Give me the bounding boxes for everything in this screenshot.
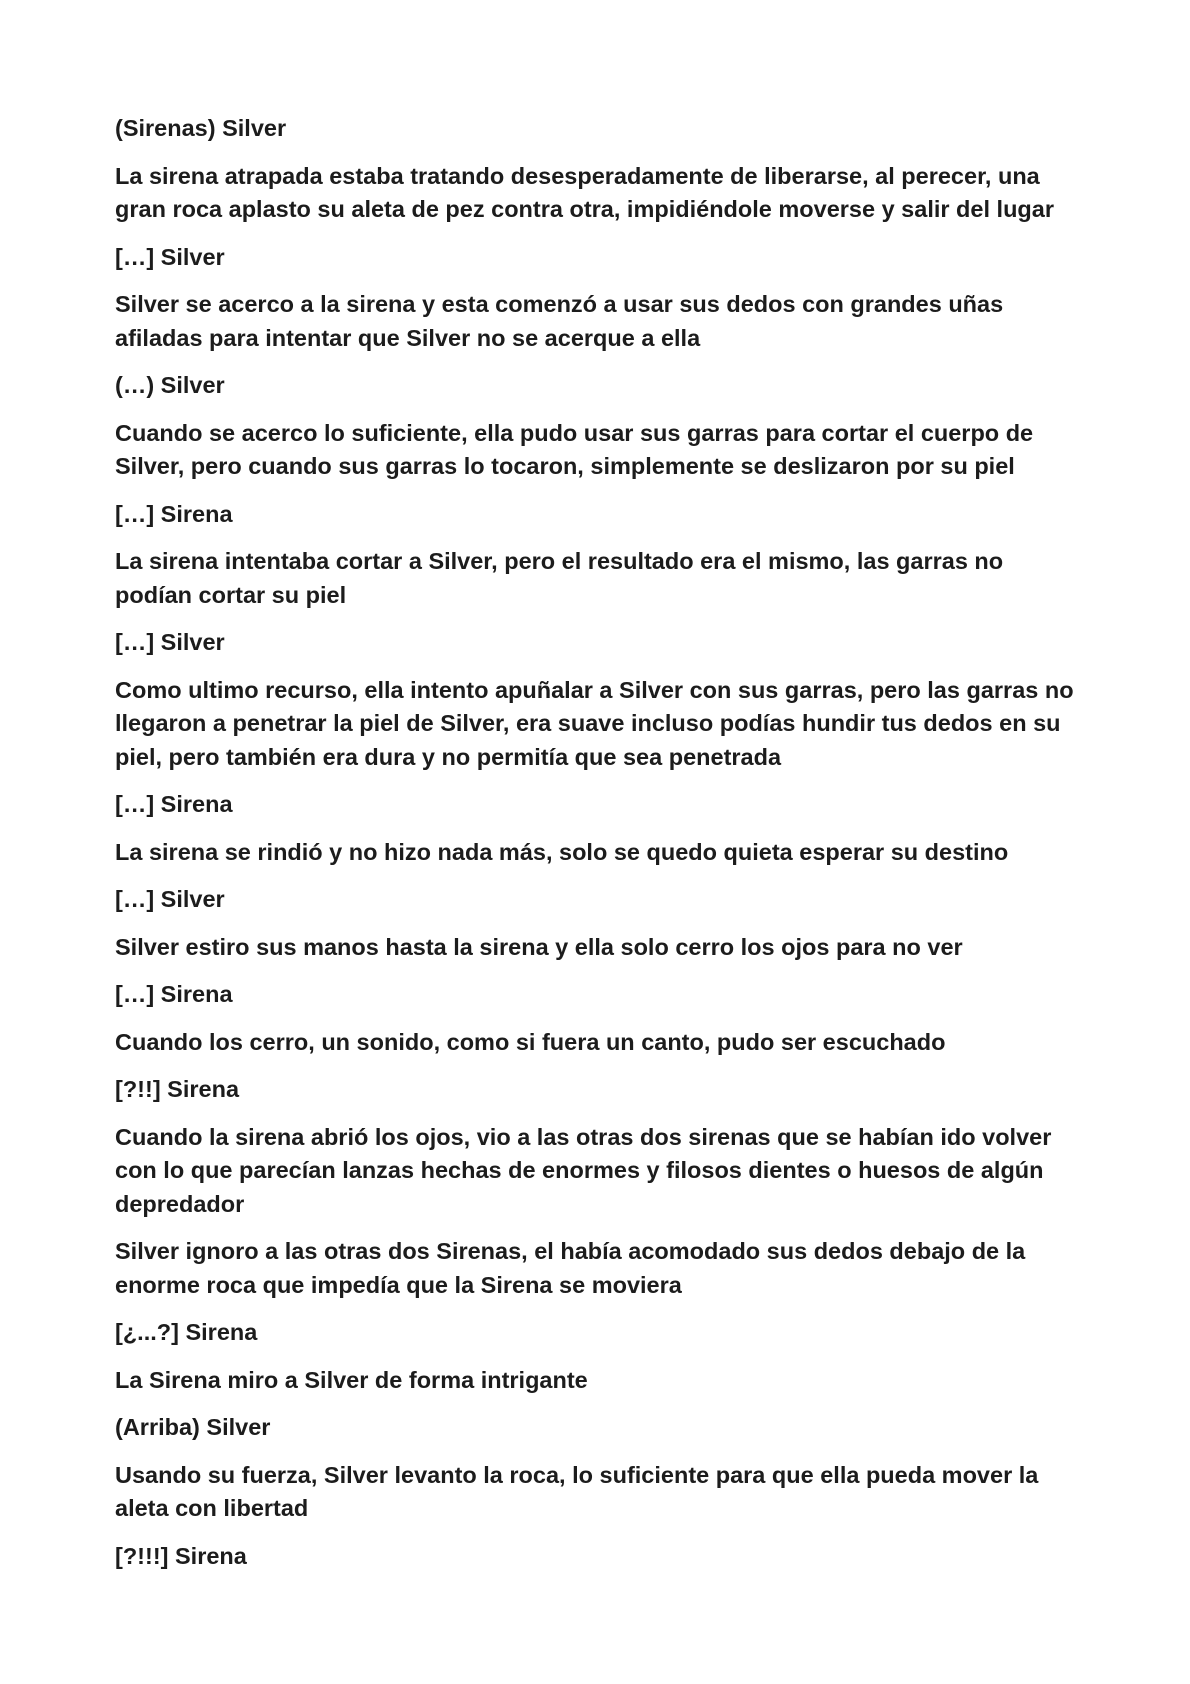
speaker-line: […] Silver [115,886,225,912]
narration-paragraph: La Sirena miro a Silver de forma intrigante [115,1366,588,1393]
narration-paragraph: Silver estiro sus manos hasta la sirena y ella solo cerro los ojos para no ver [115,933,963,960]
narration-paragraph: Como ultimo recurso, ella intento apuñalar a Silver con sus garras, pero las garras no llegaron a penetrar la piel de Silver, era suave incluso podías hundir tus dedos en su piel, pero también era dura y no permitía que sea penetrada [115,676,1074,770]
narration-paragraph: La sirena se rindió y no hizo nada más, solo se quedo quieta esperar su destino [115,838,1009,865]
narration-paragraph: La sirena atrapada estaba tratando desesperadamente de liberarse, al perecer, una gran roca aplasto su aleta de pez contra otra, impidiéndole moverse y salir del lugar [115,162,1054,222]
speaker-line: […] Sirena [115,791,233,817]
speaker-line: (…) Silver [115,372,225,398]
speaker-line: [?!!!] Sirena [115,1542,247,1569]
speaker-line: (Sirenas) Silver [115,115,287,141]
narration-paragraph: Cuando los cerro, un sonido, como si fuera un canto, pudo ser escuchado [115,1028,946,1055]
speaker-line: [?!!] Sirena [115,1076,240,1102]
narration-paragraph: Usando su fuerza, Silver levanto la roca, lo suficiente para que ella pueda mover la aleta con libertad [115,1461,1039,1521]
speaker-line: […] Silver [115,629,225,655]
narration-paragraph: Cuando la sirena abrió los ojos, vio a las otras dos sirenas que se habían ido volver con lo que parecían lanzas hechas de enormes y filosos dientes o huesos de algún depredador [115,1123,1052,1217]
speaker-line: […] Silver [115,243,225,270]
speaker-line: [¿...?] Sirena [115,1319,258,1345]
narration-paragraph: Silver se acerco a la sirena y esta comenzó a usar sus dedos con grandes uñas afiladas para intentar que Silver no se acerque a ella [115,291,1004,351]
narration-paragraph: La sirena intentaba cortar a Silver, pero el resultado era el mismo, las garras no podían cortar su piel [115,548,1004,608]
narration-paragraph: Silver ignoro a las otras dos Sirenas, el había acomodado sus dedos debajo de la enorme roca que impedía que la Sirena se moviera [115,1238,1026,1298]
speaker-line: […] Sirena [115,981,233,1007]
document-body [115,112,1085,1587]
speaker-line: (Arriba) Silver [115,1414,271,1440]
speaker-line: […] Sirena [115,500,233,527]
narration-paragraph: Cuando se acerco lo suficiente, ella pudo usar sus garras para cortar el cuerpo de Silver, pero cuando sus garras lo tocaron, simplemente se deslizaron por su piel [115,419,1034,479]
